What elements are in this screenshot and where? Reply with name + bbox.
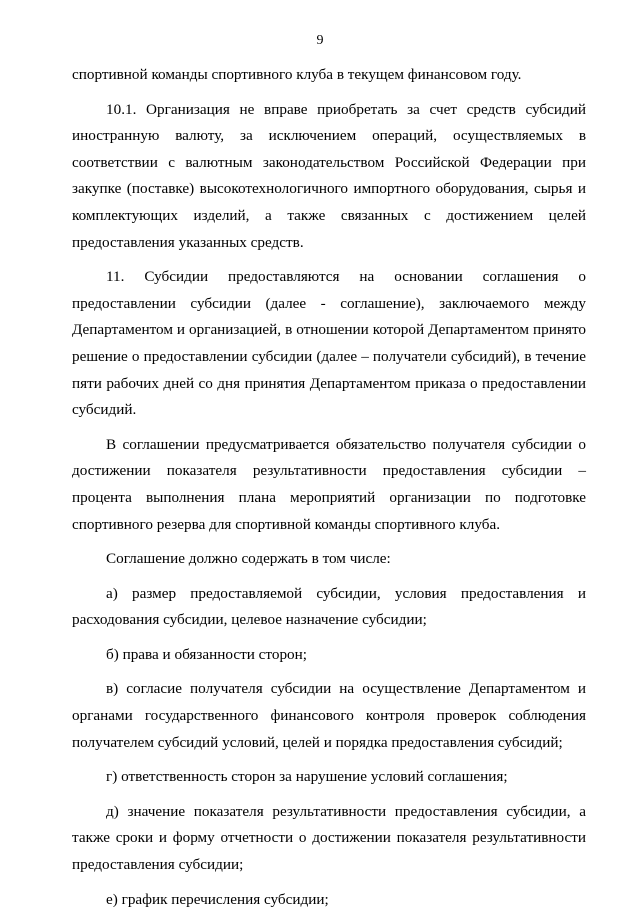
list-item-a: а) размер предоставляемой субсидии, условия предоставления и расходования субсидии, целевое назначение субсидии; [72, 584, 586, 629]
paragraph-10-1: 10.1. Организация не вправе приобретать за счет средств субсидий иностранную валюту, за исключением операций, осуществляемых в соответствии с валютным законодательством Российской Федерации при закупке (поставке) высокотехнологичного импортного оборудования, сырья и комплектующих изделий, а также связанных с достижением целей предоставления указанных средств. [72, 100, 586, 251]
paragraph-11: 11. Субсидии предоставляются на основании соглашения о предоставлении субсидии (далее - соглашение), заключаемого между Департаментом и организацией, в отношении которой Департаментом принято решение о предоставлении субсидии (далее – получатели субсидий), в течение пяти рабочих дней со дня принятия Департаментом приказа о предоставлении субсидий. [72, 268, 586, 419]
document-body [72, 62, 586, 913]
list-item-b: б) права и обязанности сторон; [106, 645, 307, 663]
paragraph-agreement-obligation: В соглашении предусматривается обязательство получателя субсидии о достижении показателя результативности предоставления субсидии – процента выполнения плана мероприятий организации по подготовке спортивного резерва для спортивной команды спортивного клуба. [72, 435, 586, 533]
list-item-g: г) ответственность сторон за нарушение условий соглашения; [106, 768, 508, 786]
paragraph-continuation: спортивной команды спортивного клуба в текущем финансовом году. [72, 66, 522, 83]
list-item-v: в) согласие получателя субсидии на осуществление Департаментом и органами государственного финансового контроля проверок соблюдения получателем субсидий условий, целей и порядка предоставления субсидий; [72, 680, 586, 751]
paragraph-agreement-contents: Соглашение должно содержать в том числе: [106, 550, 391, 568]
list-item-d: д) значение показателя результативности предоставления субсидии, а также сроки и форму отчетности о достижении показателя результативности предоставления субсидии; [72, 802, 586, 874]
list-item-e: е) график перечисления субсидии; [106, 890, 329, 908]
page-number: 9 [316, 33, 324, 48]
